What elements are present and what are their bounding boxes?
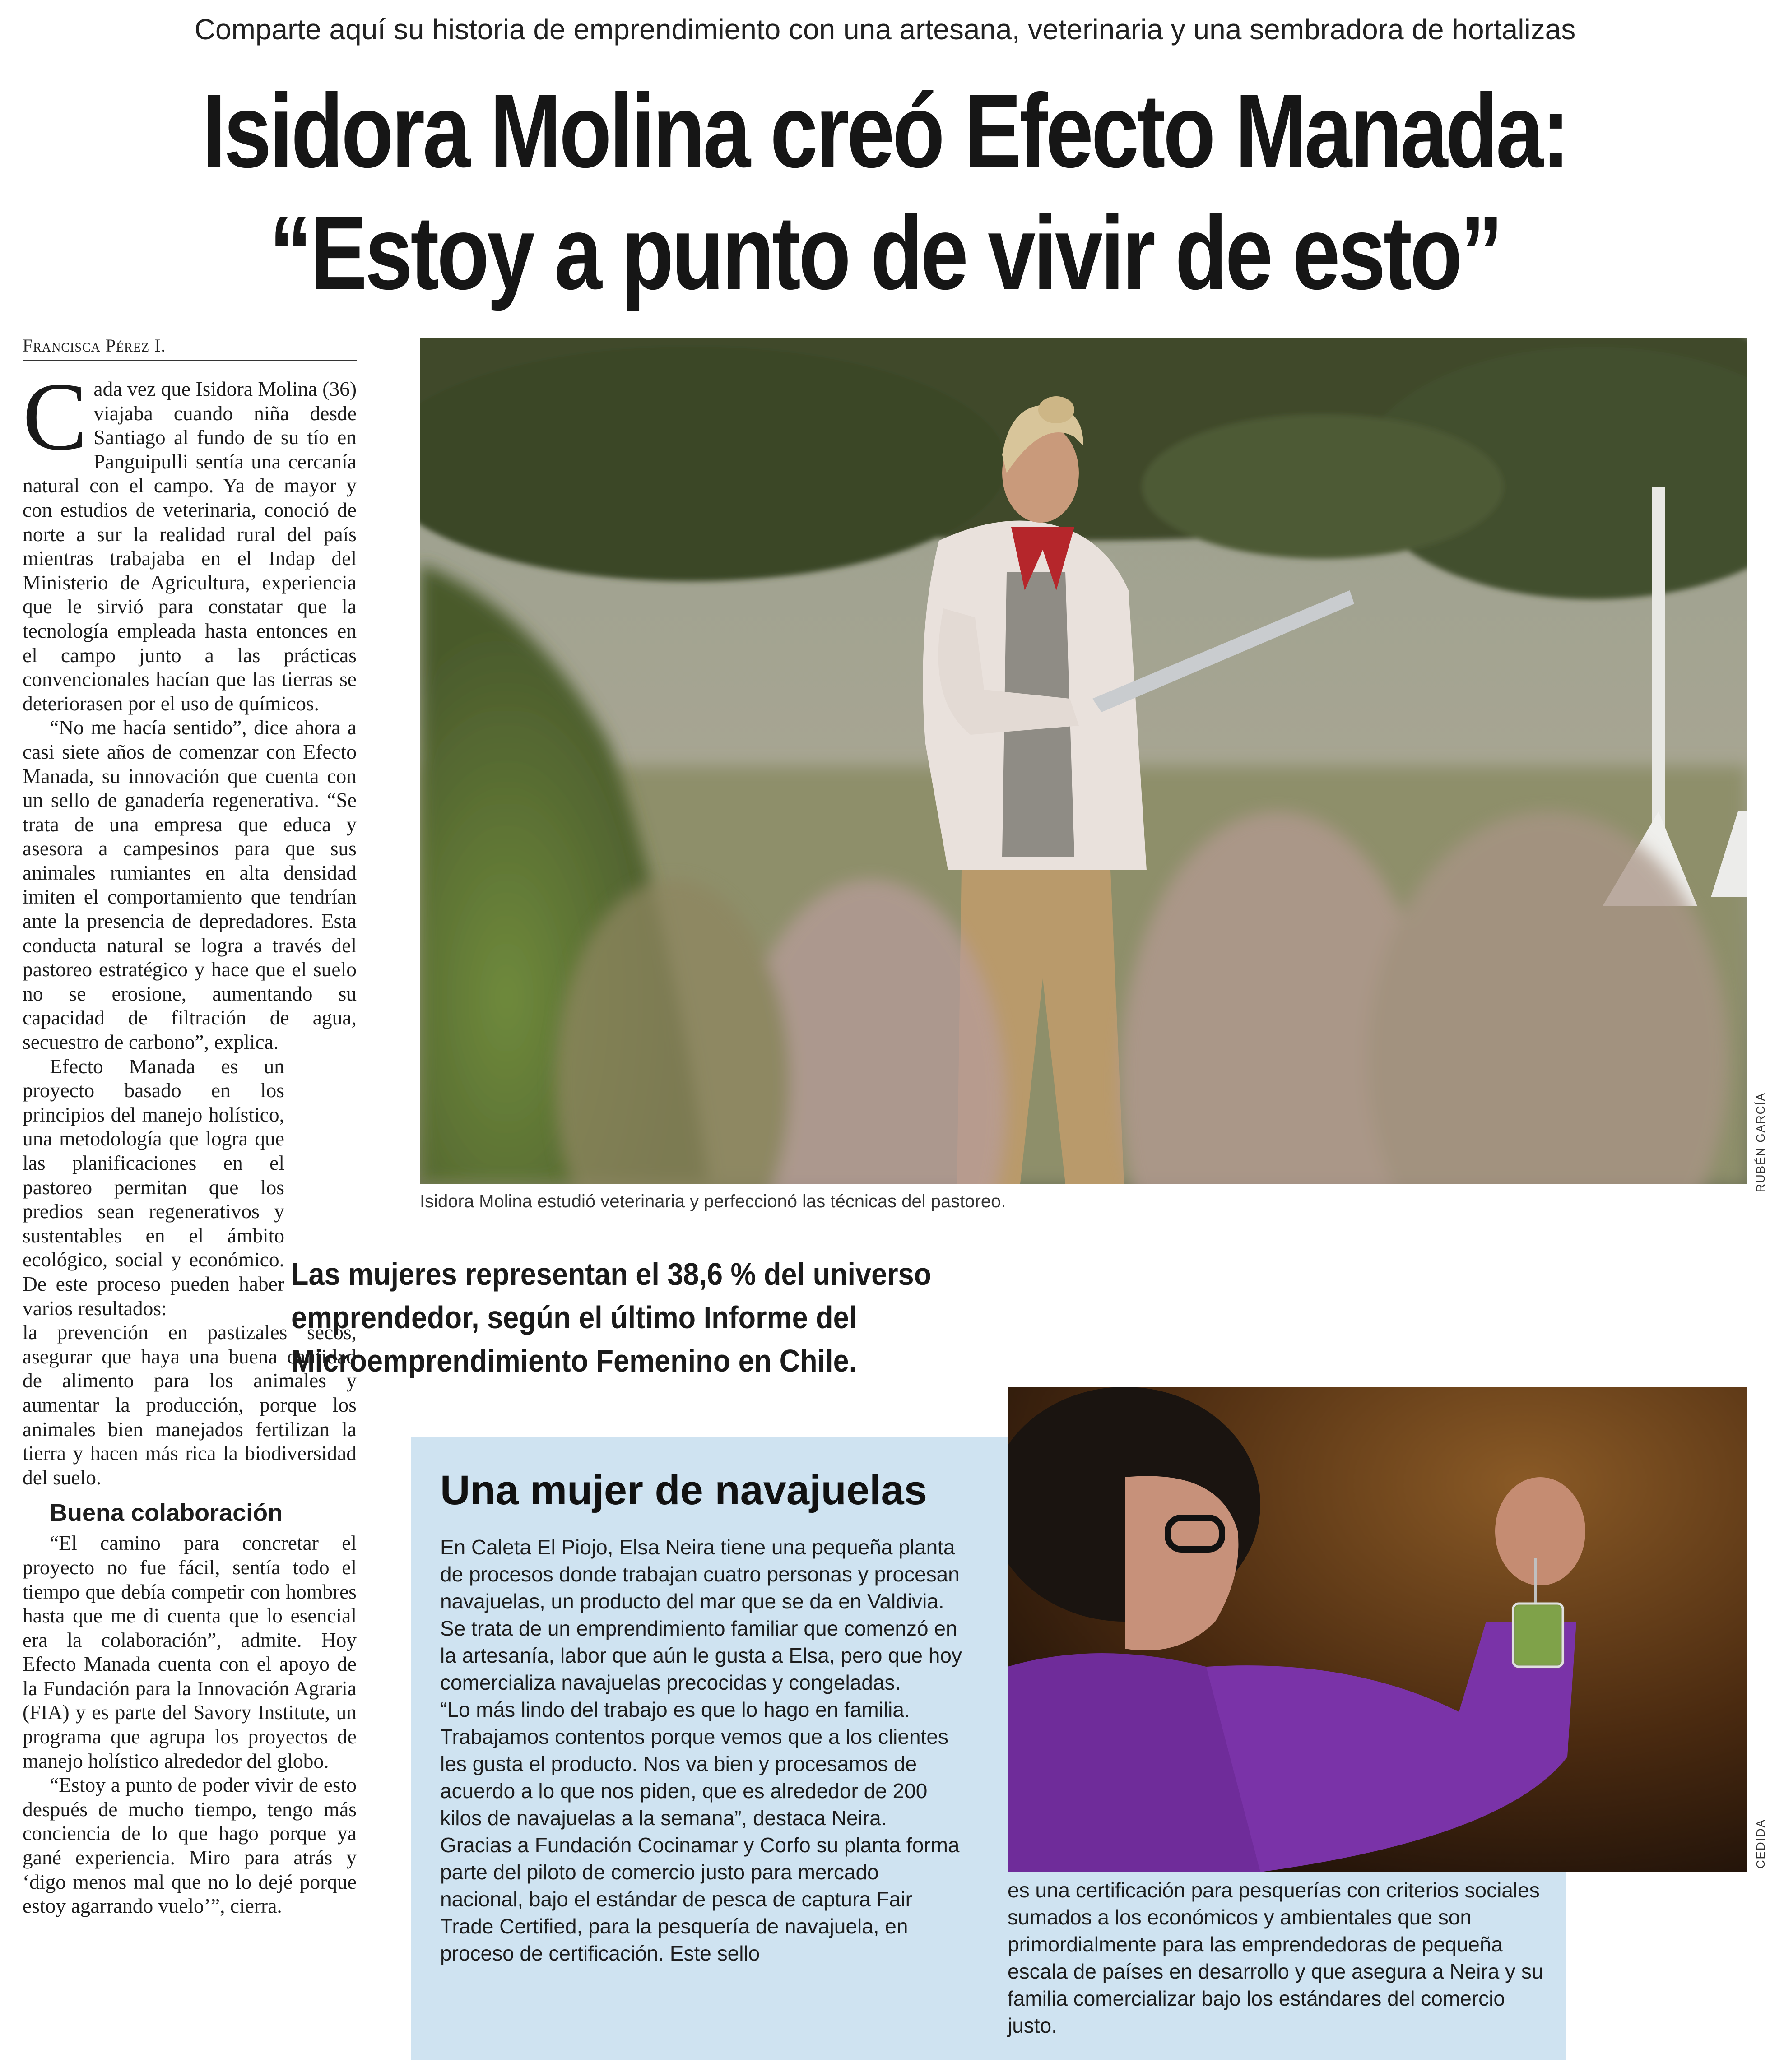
article-subhead: Buena colaboración <box>50 1499 283 1527</box>
byline: Francisca Pérez I. <box>23 335 357 361</box>
article-paragraph-3: Efecto Manada es un proyecto basado en los principios del manejo holístico, una metodología que logra que las planificaciones en el pastoreo permitan que los predios sean regenerativos y sustentables en el ámbito ecológico, social y económico. De este proceso pueden haber varios resultados: <box>23 1054 284 1320</box>
sidebar-paragraph-3: Gracias a Fundación Cocinamar y Corfo su planta forma parte del piloto de comercio justo para mercado nacional, bajo el estándar de pesca de captura Fair Trade Certified, para la pesquería de navajuela, en proceso de certificación. Este sello <box>440 1833 960 1965</box>
article-paragraph-3-continued: la prevención en pastizales secos, asegurar que haya una buena cantidad de alimento para los animales y aumentar la producción, porque los animales bien manejados fertilizan la tierra y hacen más rica la biodiversidad del suelo. <box>23 1321 357 1489</box>
pull-quote: Las mujeres representan el 38,6 % del universo emprendedor, según el último Informe del Microemprendimiento Femenino en Chile. <box>291 1256 932 1378</box>
article-paragraph-5: “Estoy a punto de poder vivir de esto después de mucho tiempo, tengo más conciencia de lo que hago porque ya gané experiencia. Miro para atrás y ‘digo menos mal que no lo dejé porque estoy agarrando vuelo’”, cierra. <box>23 1773 357 1918</box>
headline-line-1: Isidora Molina creó Efecto Manada: <box>202 73 1568 190</box>
article-paragraph-1: Cada vez que Isidora Molina (36) viajaba cuando niña desde Santiago al fundo de su tío en Panguipulli sentía una cercanía natural con el campo. Ya de mayor y con estudios de veterinaria, conoció de norte a sur la realidad rural del país mientras trabajaba en el Indap del Ministerio de Agricultura, experiencia que le sirvió para constatar que la tecnología empleada hasta entonces en el campo junto a las prácticas convencionales hacían que las tierras se deteriorasen por el uso de químicos. <box>23 362 357 715</box>
sidebar-photo-credit: CEDIDA <box>1754 1819 1767 1869</box>
main-photo-credit: RUBÉN GARCÍA <box>1754 1092 1767 1192</box>
main-photo <box>420 338 1747 1184</box>
sidebar-text-right <box>1008 1877 1549 2039</box>
sidebar-photo <box>1008 1387 1747 1872</box>
kicker: Comparte aquí su historia de emprendimiento con una artesana, veterinaria y una sembradora de hortalizas <box>194 13 1576 46</box>
article-paragraph-2: “No me hacía sentido”, dice ahora a casi siete años de comenzar con Efecto Manada, su innovación que cuenta con un sello de ganadería regenerativa. “Se trata de una empresa que educa y asesora a campesinos para que sus animales rumiantes en alta densidad imiten el comportamiento que tendrían ante la presencia de depredadores. Esta conducta natural se logra a través del pastoreo estratégico y hace que el suelo no se erosione, aumentando su capacidad de filtración de agua, secuestro de carbono”, explica. <box>23 716 357 1054</box>
article-column <box>23 362 357 1918</box>
main-photo-caption: Isidora Molina estudió veterinaria y perfeccionó las técnicas del pastoreo. <box>420 1191 1006 1211</box>
sidebar-paragraph-4: es una certificación para pesquerías con criterios sociales sumados a los económicos y ambientales que son primordialmente para las emprendedoras de pequeña escala de países en desarrollo y que asegura a Neira y su familia comercializar bajo los estándares del comercio justo. <box>1008 1878 1543 2037</box>
dropcap: C <box>23 362 88 470</box>
sidebar-paragraph-2: “Lo más lindo del trabajo es que lo hago en familia. Trabajamos contentos porque vemos que a los clientes les gusta el producto. Nos va bien y procesamos de acuerdo a lo que nos piden, que es alrededor de 200 kilos de navajuelas a la semana”, destaca Neira. <box>440 1698 948 1830</box>
sidebar-title: Una mujer de navajuelas <box>440 1467 927 1513</box>
sidebar-text-left <box>440 1534 964 1967</box>
sidebar-paragraph-1: En Caleta El Piojo, Elsa Neira tiene una pequeña planta de procesos donde trabajan cuatro personas y procesan navajuelas, un producto del mar que se da en Valdivia. Se trata de un emprendimiento familiar que comenzó en la artesanía, labor que aún le gusta a Elsa, pero que hoy comercializa navajuelas precocidas y congeladas. <box>440 1535 962 1694</box>
headline-line-2: “Estoy a punto de vivir de esto” <box>269 195 1501 311</box>
article-paragraph-4: “El camino para concretar el proyecto no fue fácil, sentía todo el tiempo que debía competir con hombres hasta que me di cuenta que lo esencial era la colaboración”, admite. Hoy Efecto Manada cuenta con el apoyo de la Fundación para la Innovación Agraria (FIA) y es parte del Savory Institute, un programa que agrupa los proyectos de manejo holístico alrededor del globo. <box>23 1531 357 1772</box>
